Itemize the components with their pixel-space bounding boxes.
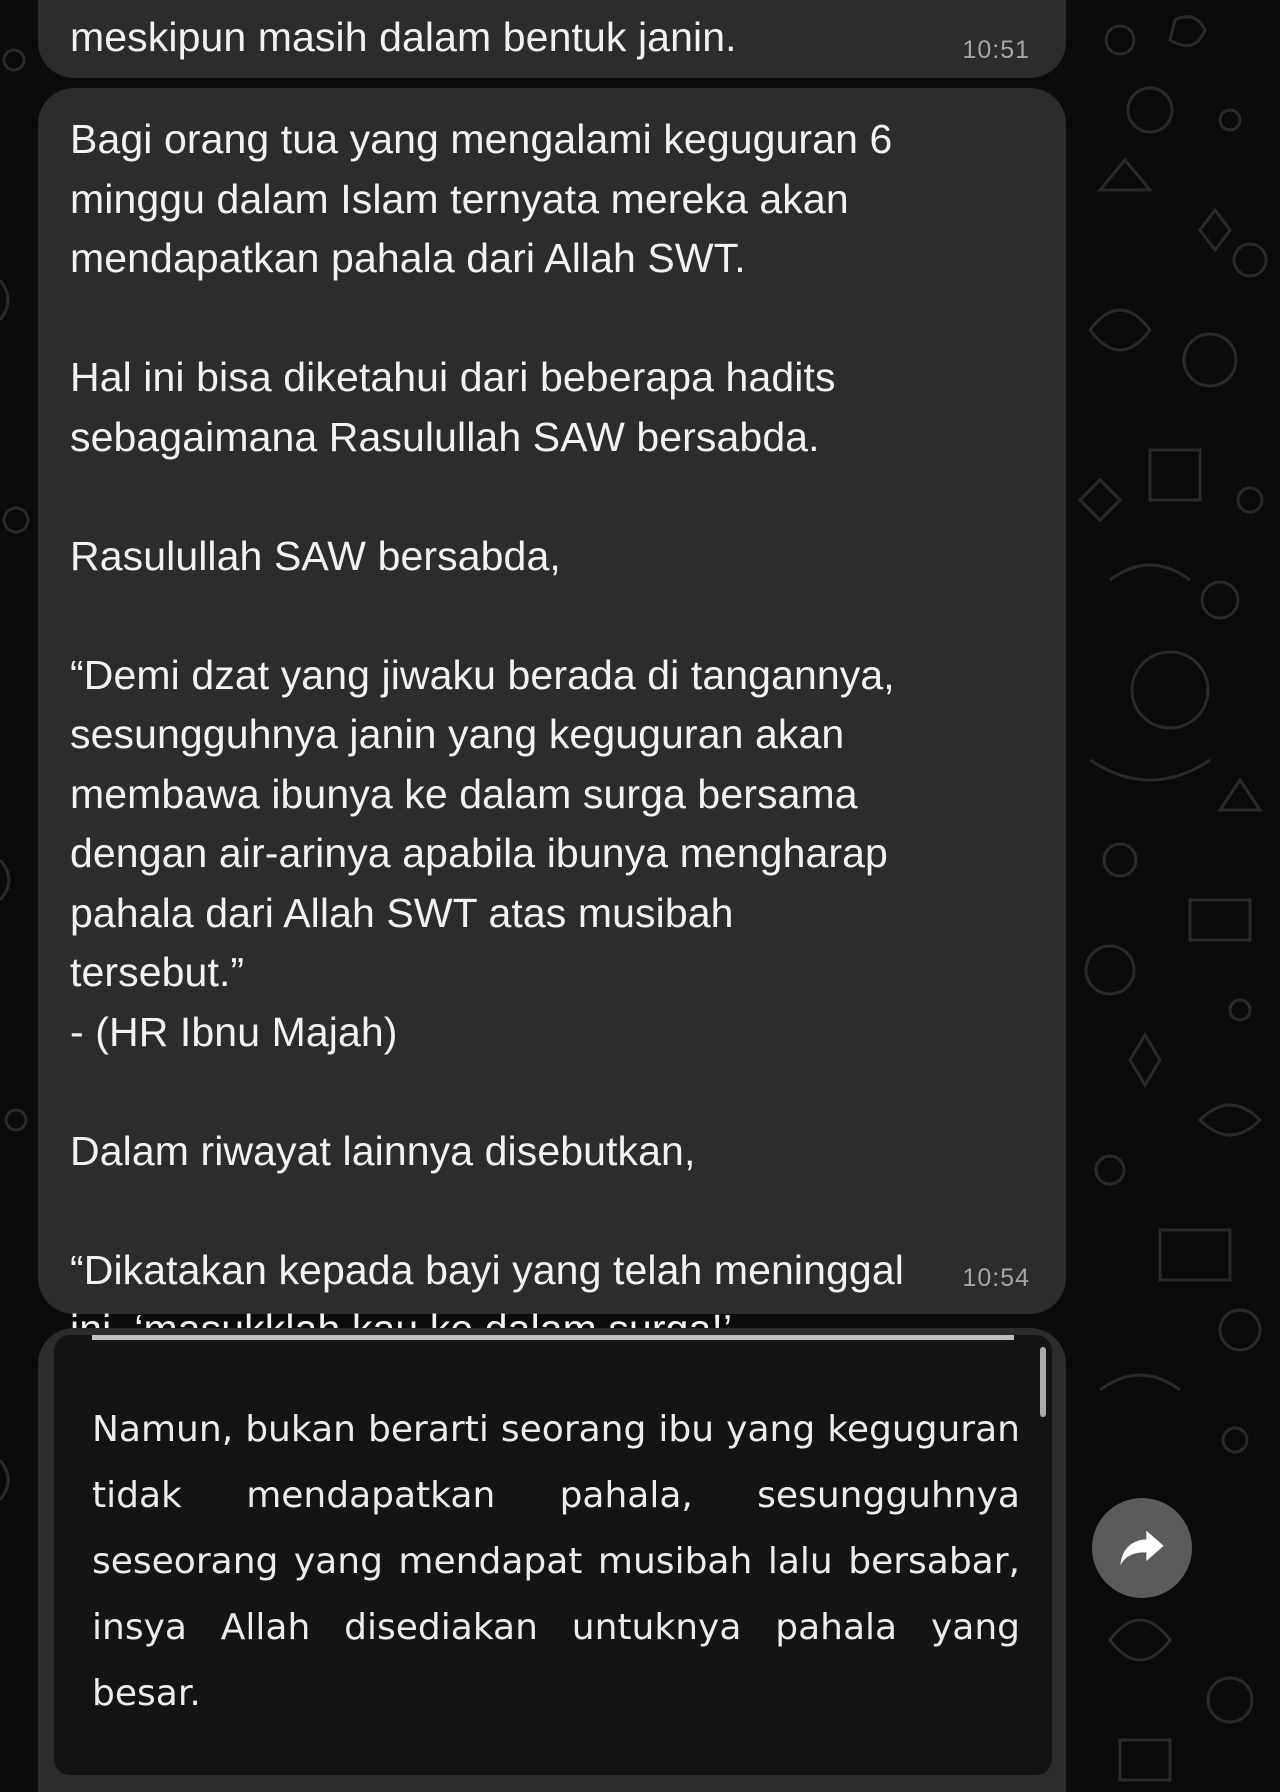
forward-button[interactable] <box>1092 1498 1192 1598</box>
message-bubble[interactable] <box>38 0 1066 78</box>
message-timestamp: 10:51 <box>962 36 1030 64</box>
quote-text: Namun, bukan berarti seorang ibu yang keguguran tidak mendapatkan pahala, sesungguhnya seseorang yang mendapat musibah lalu bersabar, insya Allah disediakan untuknya pahala yang besar. <box>92 1409 1020 1714</box>
quote-divider <box>92 1335 1014 1340</box>
message-text: Bagi orang tua yang mengalami keguguran 6 minggu dalam Islam ternyata mereka akan mendapatkan pahala dari Allah SWT. Hal ini bisa diketahui dari beberapa hadits sebagaimana Rasulullah SAW bersabda. Rasulullah SAW bersabda, “Demi dzat yang jiwaku berada di tangannya, sesungguhnya janin yang keguguran akan membawa ibunya ke dalam surga bersama dengan air-arinya apabila ibunya mengharap pahala dari Allah SWT atas musibah tersebut.” - (HR Ibnu Majah) Dalam riwayat lainnya disebutkan, “Dikatakan kepada bayi yang telah meninggal <box>70 116 904 1293</box>
forward-arrow-icon <box>1116 1522 1168 1574</box>
message-text: meskipun masih dalam bentuk janin. <box>70 14 737 60</box>
message-bubble[interactable] <box>38 88 1066 1314</box>
scrollbar-thumb[interactable] <box>1040 1347 1046 1417</box>
quote-image-card[interactable] <box>54 1335 1052 1775</box>
message-timestamp: 10:54 <box>962 1264 1030 1292</box>
